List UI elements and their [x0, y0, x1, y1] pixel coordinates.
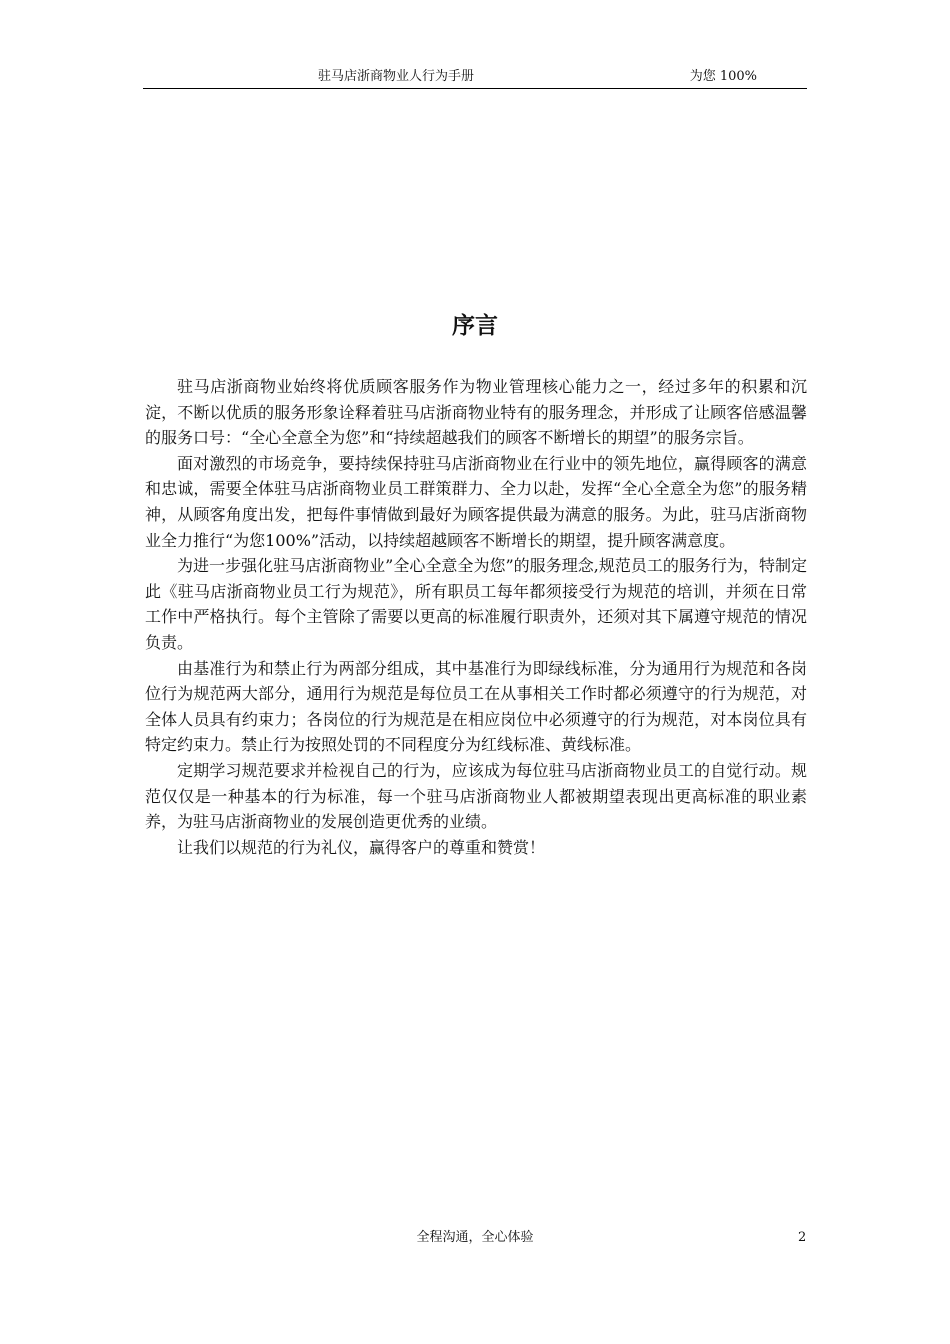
header-title: 驻马店浙商物业人行为手册: [318, 69, 475, 84]
footer-slogan: 全程沟通，全心体验: [416, 1230, 534, 1245]
page-number: 2: [798, 1230, 807, 1245]
page-header: [143, 66, 807, 89]
section-title: 序言: [452, 313, 498, 339]
paragraph: 面对激烈的市场竞争，要持续保持驻马店浙商物业在行业中的领先地位，赢得顾客的满意和忠诚，需要全体驻马店浙商物业员工群策群力、全力以赴，发挥“全心全意全为您”的服务精神，从顾客角度出发，把每件事情做到最好为顾客提供最为满意的服务。为此，驻马店浙商物业全力推行“为您100%”活动，以持续超越顾客不断增长的期望，提升顾客满意度。: [145, 453, 807, 550]
paragraph: 让我们以规范的行为礼仪，赢得客户的尊重和赞赏！: [177, 837, 546, 857]
paragraph: 驻马店浙商物业始终将优质顾客服务作为物业管理核心能力之一，经过多年的积累和沉淀，不断以优质的服务形象诠释着驻马店浙商物业特有的服务理念，并形成了让顾客倍感温馨的服务口号：“全心全意全为您”和“持续超越我们的顾客不断增长的期望”的服务宗旨。: [145, 377, 807, 448]
paragraph: 定期学习规范要求并检视自己的行为，应该成为每位驻马店浙商物业员工的自觉行动。规范仅仅是一种基本的行为标准，每一个驻马店浙商物业人都被期望表现出更高标准的职业素养，为驻马店浙商物业的发展创造更优秀的业绩。: [145, 760, 807, 832]
header-slogan: 为您 100%: [689, 69, 757, 84]
preface-body: [145, 374, 807, 860]
paragraph: 由基准行为和禁止行为两部分组成，其中基准行为即绿线标准，分为通用行为规范和各岗位行为规范两大部分，通用行为规范是每位员工在从事相关工作时都必须遵守的行为规范，对全体人员具有约束力；各岗位的行为规范是在相应岗位中必须遵守的行为规范，对本岗位具有特定约束力。禁止行为按照处罚的不同程度分为红线标准、黄线标准。: [145, 658, 807, 755]
paragraph: 为进一步强化驻马店浙商物业”全心全意全为您”的服务理念,规范员工的服务行为，特制定此《驻马店浙商物业员工行为规范》，所有职员工每年都须接受行为规范的培训，并须在日常工作中严格执行。每个主管除了需要以更高的标准履行职责外，还须对其下属遵守规范的情况负责。: [145, 556, 807, 652]
